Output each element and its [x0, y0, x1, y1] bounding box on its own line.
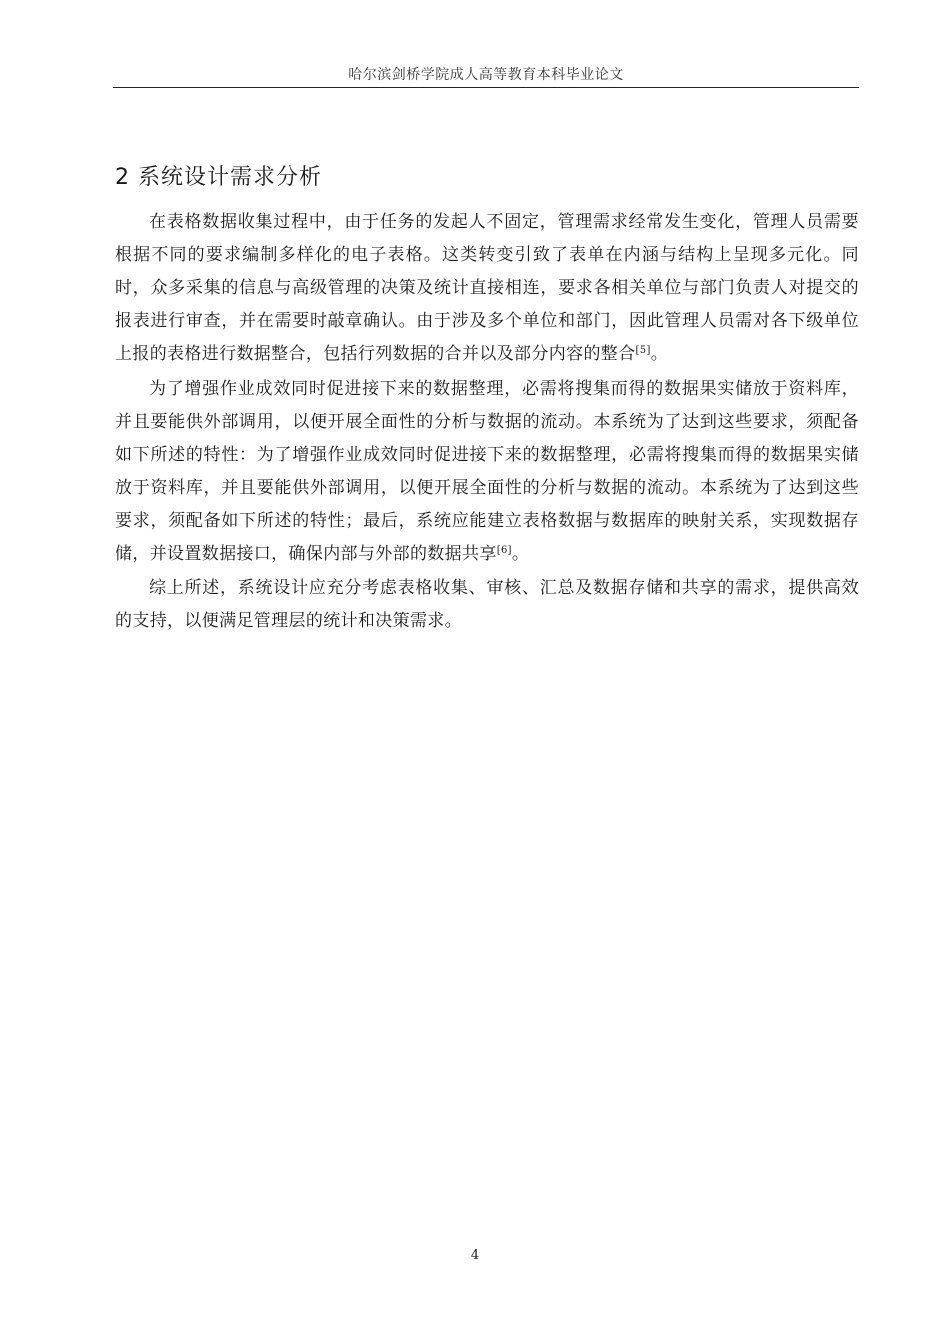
- citation-ref: [5]: [635, 345, 651, 356]
- section-heading: 2 系统设计需求分析: [115, 165, 322, 190]
- paragraph: [115, 373, 859, 571]
- body-text: [115, 206, 859, 639]
- paragraph-end: 。: [511, 544, 530, 564]
- paragraph-text: 在表格数据收集过程中，由于任务的发起人不固定，管理需求经常发生变化，管理人员需要根据不同的要求编制多样化的电子表格。这类转变引致了表单在内涵与结构上呈现多元化。同时，众多采集的信息与高级管理的决策及统计直接相连，要求各相关单位与部门负责人对提交的报表进行审查，并在需要时敲章确认。由于涉及多个单位和部门，因此管理人员需对各下级单位上报的表格进行数据整合，包括行列数据的合并以及部分内容的整合: [115, 212, 859, 364]
- paragraph: [115, 572, 859, 638]
- paragraph-end: 。: [650, 344, 669, 364]
- paragraph: [115, 206, 859, 371]
- paragraph-text: 综上所述，系统设计应充分考虑表格收集、审核、汇总及数据存储和共享的需求，提供高效的支持，以便满足管理层的统计和决策需求。: [115, 578, 859, 631]
- header-divider: [113, 87, 859, 88]
- paragraph-text: 为了增强作业成效同时促进接下来的数据整理，必需将搜集而得的数据果实储放于资料库，并且要能供外部调用，以便开展全面性的分析与数据的流动。本系统为了达到这些要求，须配备如下所述的特性：为了增强作业成效同时促进接下来的数据整理，必需将搜集而得的数据果实储放于资料库，并且要能供外部调用，以便开展全面性的分析与数据的流动。本系统为了达到这些要求，须配备如下所述的特性；最后，系统应能建立表格数据与数据库的映射关系，实现数据存储，并设置数据接口，确保内部与外部的数据共享: [115, 379, 859, 564]
- page-header-title: 哈尔滨剑桥学院成人高等教育本科毕业论文: [348, 67, 624, 83]
- citation-ref: [6]: [496, 545, 512, 556]
- page-number: 4: [470, 1248, 480, 1263]
